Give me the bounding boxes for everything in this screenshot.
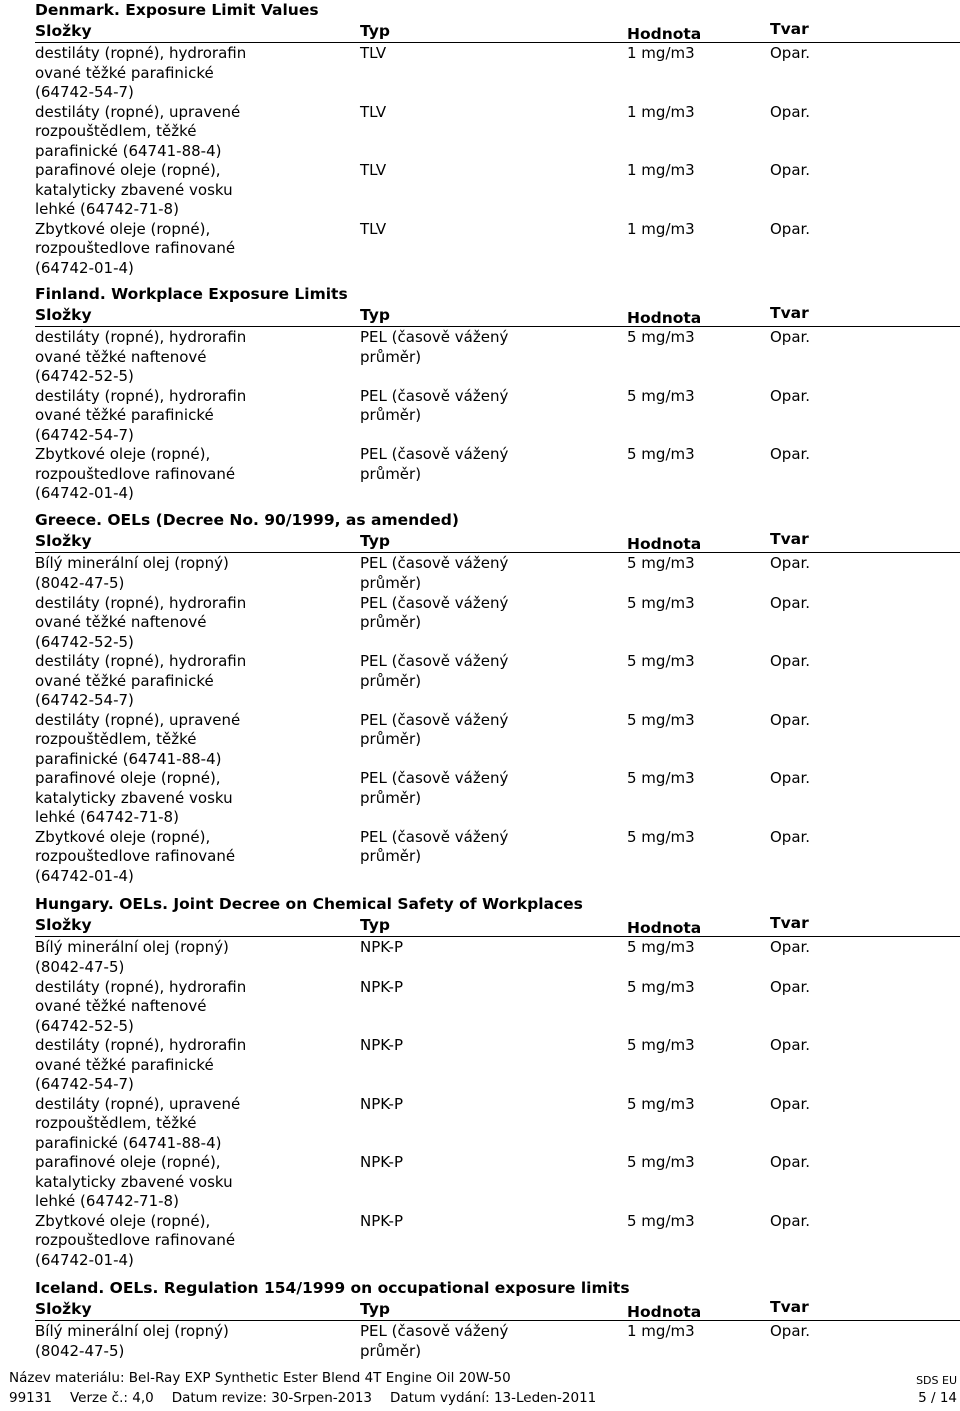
limit-type-line: TLV [360,44,387,62]
limit-value: 5 mg/m3 [627,652,695,670]
limit-type-line: NPK-P [360,1094,403,1113]
table-header [35,20,960,43]
table-row [35,1322,960,1362]
limit-value: 5 mg/m3 [627,710,695,729]
component-name-line: parafinové oleje (ropné), [35,161,221,179]
component-name [35,1212,235,1271]
limit-type-line: průměr) [360,730,422,749]
component-name-line: ované těžké parafinické [35,1055,214,1074]
table-header [35,1298,960,1321]
footer-material-name: Název materiálu: Bel-Ray EXP Synthetic Ester Blend 4T Engine Oil 20W-50 [9,1370,511,1386]
component-name [35,220,235,279]
limit-value: 5 mg/m3 [627,445,695,463]
table-row [35,1036,960,1095]
limit-type-line: PEL (časově vážený [360,386,509,405]
limit-type-line: NPK-P [360,977,403,996]
header-value: Hodnota [627,309,702,327]
component-name-line: (64742-54-7) [35,83,134,102]
table-row [35,220,960,279]
component-name-line: destiláty (ropné), hydrorafin [35,652,247,670]
limit-value: 5 mg/m3 [627,386,695,405]
limit-type-line: průměr) [360,613,422,632]
component-name [35,387,246,446]
exposure-section [35,284,960,504]
component-name [35,978,246,1037]
limit-form: Opar. [770,652,811,670]
component-name-line: rozpouštědlem, těžké [35,122,197,141]
footer-code: 99131 [9,1390,52,1406]
header-value: Hodnota [627,535,702,553]
component-name-line: parafinické (64741-88-4) [35,749,222,768]
section-title: Greece. OELs (Decree No. 90/1999, as amended) [35,511,459,529]
limit-value: 1 mg/m3 [627,102,695,121]
header-component: Složky [35,306,92,324]
limit-type-line: průměr) [360,671,422,690]
footer-page-number: 5 / 14 [918,1390,957,1406]
component-name [35,652,246,711]
component-name-line: Bílý minerální olej (ropný) [35,938,229,956]
exposure-section [35,1278,960,1362]
component-name-line: destiláty (ropné), hydrorafin [35,328,247,346]
limit-type [360,828,508,867]
exposure-section [35,894,960,1270]
header-type: Typ [360,532,390,550]
component-name-line: ované těžké parafinické [35,406,214,425]
table-row [35,44,960,103]
header-value: Hodnota [627,1303,702,1321]
table-row [35,554,960,594]
table-row [35,328,960,387]
limit-form: Opar. [770,977,811,996]
limit-form: Opar. [770,161,811,179]
limit-type-line: PEL (časově vážený [360,593,509,612]
limit-type [360,387,508,426]
limit-form: Opar. [770,593,811,612]
limit-form: Opar. [770,386,811,405]
limit-type-line: PEL (časově vážený [360,769,509,787]
limit-form: Opar. [770,1211,811,1230]
table-row [35,828,960,887]
component-name-line: Zbytkové oleje (ropné), [35,1211,211,1230]
table-header [35,914,960,937]
limit-type [360,1153,403,1173]
component-name [35,769,233,828]
limit-value: 5 mg/m3 [627,1036,695,1054]
limit-type [360,1212,403,1232]
limit-type-line: průměr) [360,406,422,425]
limit-type [360,938,403,958]
component-name [35,1153,233,1212]
limit-type-line: průměr) [360,788,422,807]
component-name [35,103,240,162]
limit-type [360,161,386,181]
table-row [35,387,960,446]
component-name-line: destiláty (ropné), hydrorafin [35,977,247,996]
limit-value: 5 mg/m3 [627,827,695,846]
limit-type [360,1322,508,1361]
component-name-line: katalyticky zbavené vosku [35,788,233,807]
limit-form: Opar. [770,1094,811,1113]
component-name [35,554,229,593]
section-title: Denmark. Exposure Limit Values [35,1,319,19]
section-title: Finland. Workplace Exposure Limits [35,285,348,303]
limit-type-line: průměr) [360,847,422,866]
limit-type-line: PEL (časově vážený [360,328,509,346]
component-name-line: Zbytkové oleje (ropné), [35,219,211,238]
table-row [35,103,960,162]
header-form: Tvar [770,914,809,932]
limit-type-line: TLV [360,102,387,121]
component-name-line: rozpouštedlove rafinované [35,239,236,258]
limit-type-line: NPK-P [360,1036,403,1054]
component-name-line: (64742-54-7) [35,1075,134,1094]
component-name-line: (64742-52-5) [35,1016,134,1035]
component-name-line: destiláty (ropné), upravené [35,1094,241,1113]
component-name-line: destiláty (ropné), upravené [35,102,241,121]
header-component: Složky [35,1300,92,1318]
component-name-line: parafinické (64741-88-4) [35,141,222,160]
header-component: Složky [35,22,92,40]
limit-value: 5 mg/m3 [627,328,695,346]
limit-value: 5 mg/m3 [627,938,695,956]
component-name-line: ované těžké parafinické [35,63,214,82]
table-body [35,1322,960,1362]
component-name-line: (64742-01-4) [35,258,134,277]
limit-form: Opar. [770,769,811,787]
component-name-line: rozpouštědlem, těžké [35,1114,197,1133]
limit-type-line: PEL (časově vážený [360,827,509,846]
table-row [35,1212,960,1271]
limit-type [360,554,508,593]
table-row [35,594,960,653]
limit-value: 5 mg/m3 [627,1153,695,1171]
component-name-line: ované těžké naftenové [35,347,207,366]
limit-type [360,1095,403,1115]
component-name-line: katalyticky zbavené vosku [35,180,233,199]
limit-value: 1 mg/m3 [627,161,695,179]
header-form: Tvar [770,304,809,322]
limit-type-line: NPK-P [360,1211,403,1230]
component-name-line: destiláty (ropné), hydrorafin [35,386,247,405]
component-name-line: (8042-47-5) [35,957,125,976]
limit-type-line: PEL (časově vážený [360,652,509,670]
component-name-line: Zbytkové oleje (ropné), [35,827,211,846]
table-row [35,938,960,978]
header-form: Tvar [770,1298,809,1316]
limit-form: Opar. [770,1322,811,1340]
component-name [35,828,235,887]
limit-type [360,220,386,240]
limit-type-line: TLV [360,161,387,179]
limit-form: Opar. [770,938,811,956]
footer-revision-date: Datum revize: 30-Srpen-2013 [171,1390,373,1406]
component-name [35,1036,246,1095]
limit-value: 5 mg/m3 [627,769,695,787]
limit-type-line: průměr) [360,464,422,483]
limit-form: Opar. [770,554,811,572]
component-name-line: Bílý minerální olej (ropný) [35,554,229,572]
limit-type-line: NPK-P [360,938,403,956]
table-body [35,938,960,1270]
limit-value: 5 mg/m3 [627,977,695,996]
component-name [35,161,233,220]
component-name-line: rozpouštedlove rafinované [35,847,236,866]
component-name-line: (64742-01-4) [35,484,134,503]
table-body [35,328,960,504]
component-name [35,1095,240,1154]
section-title: Hungary. OELs. Joint Decree on Chemical Safety of Workplaces [35,895,583,913]
limit-type [360,328,508,367]
component-name-line: katalyticky zbavené vosku [35,1172,233,1191]
limit-form: Opar. [770,827,811,846]
component-name-line: (8042-47-5) [35,1341,125,1360]
component-name [35,711,240,770]
limit-type [360,44,386,64]
limit-type [360,769,508,808]
component-name [35,938,229,977]
table-row [35,711,960,770]
component-name-line: lehké (64742-71-8) [35,200,179,219]
limit-value: 1 mg/m3 [627,44,695,62]
limit-value: 5 mg/m3 [627,593,695,612]
header-component: Složky [35,532,92,550]
table-body [35,44,960,278]
component-name-line: Zbytkové oleje (ropné), [35,445,211,463]
table-row [35,161,960,220]
table-row [35,769,960,828]
component-name-line: lehké (64742-71-8) [35,808,179,827]
limit-type-line: PEL (časově vážený [360,554,509,572]
component-name-line: (64742-01-4) [35,1250,134,1269]
limit-type [360,1036,403,1056]
component-name-line: destiláty (ropné), hydrorafin [35,593,247,612]
component-name-line: (64742-52-5) [35,367,134,386]
limit-type [360,445,508,484]
limit-form: Opar. [770,219,811,238]
limit-form: Opar. [770,1036,811,1054]
header-value: Hodnota [627,919,702,937]
component-name [35,328,246,387]
component-name-line: rozpouštedlove rafinované [35,464,236,483]
limit-form: Opar. [770,445,811,463]
limit-form: Opar. [770,710,811,729]
component-name-line: destiláty (ropné), upravené [35,710,241,729]
footer-document-info [9,1390,596,1406]
limit-type-line: NPK-P [360,1153,403,1171]
limit-type-line: PEL (časově vážený [360,710,509,729]
limit-form: Opar. [770,1153,811,1171]
component-name-line: (64742-52-5) [35,632,134,651]
table-header [35,530,960,553]
component-name-line: parafinové oleje (ropné), [35,769,221,787]
limit-value: 1 mg/m3 [627,219,695,238]
section-title: Iceland. OELs. Regulation 154/1999 on occupational exposure limits [35,1279,630,1297]
limit-type-line: průměr) [360,1341,422,1360]
limit-type [360,103,386,123]
table-row [35,445,960,504]
limit-type-line: PEL (časově vážený [360,445,509,463]
header-type: Typ [360,306,390,324]
component-name-line: parafinové oleje (ropné), [35,1153,221,1171]
header-type: Typ [360,1300,390,1318]
header-type: Typ [360,916,390,934]
exposure-section [35,0,960,278]
component-name-line: ované těžké naftenové [35,613,207,632]
component-name-line: ované těžké parafinické [35,671,214,690]
header-component: Složky [35,916,92,934]
limit-value: 5 mg/m3 [627,554,695,572]
footer-issue-date: Datum vydání: 13-Leden-2011 [390,1390,597,1406]
header-form: Tvar [770,530,809,548]
limit-value: 5 mg/m3 [627,1211,695,1230]
component-name-line: ované těžké naftenové [35,997,207,1016]
component-name-line: (64742-54-7) [35,691,134,710]
component-name-line: (8042-47-5) [35,573,125,592]
component-name-line: lehké (64742-71-8) [35,1192,179,1211]
table-row [35,1095,960,1154]
component-name-line: parafinické (64741-88-4) [35,1133,222,1152]
component-name-line: (64742-01-4) [35,866,134,885]
limit-form: Opar. [770,328,811,346]
component-name-line: (64742-54-7) [35,425,134,444]
limit-type-line: TLV [360,219,387,238]
limit-type [360,711,508,750]
component-name [35,445,235,504]
table-row [35,1153,960,1212]
header-value: Hodnota [627,25,702,43]
limit-type-line: průměr) [360,573,422,592]
limit-type [360,652,508,691]
table-row [35,652,960,711]
component-name [35,44,246,103]
component-name-line: destiláty (ropné), hydrorafin [35,1036,247,1054]
table-body [35,554,960,886]
component-name-line: rozpouštědlem, těžké [35,730,197,749]
footer-version: Verze č.: 4,0 [69,1390,154,1406]
component-name-line: rozpouštedlove rafinované [35,1231,236,1250]
component-name [35,1322,229,1361]
header-form: Tvar [770,20,809,38]
component-name-line: Bílý minerální olej (ropný) [35,1322,229,1340]
table-row [35,978,960,1037]
component-name-line: destiláty (ropné), hydrorafin [35,44,247,62]
component-name [35,594,246,653]
table-header [35,304,960,327]
exposure-section [35,510,960,886]
limit-form: Opar. [770,102,811,121]
limit-type [360,594,508,633]
limit-value: 1 mg/m3 [627,1322,695,1340]
footer-sds-label: SDS EU [916,1374,957,1387]
limit-form: Opar. [770,44,811,62]
limit-type [360,978,403,998]
limit-type-line: průměr) [360,347,422,366]
limit-value: 5 mg/m3 [627,1094,695,1113]
limit-type-line: PEL (časově vážený [360,1322,509,1340]
header-type: Typ [360,22,390,40]
